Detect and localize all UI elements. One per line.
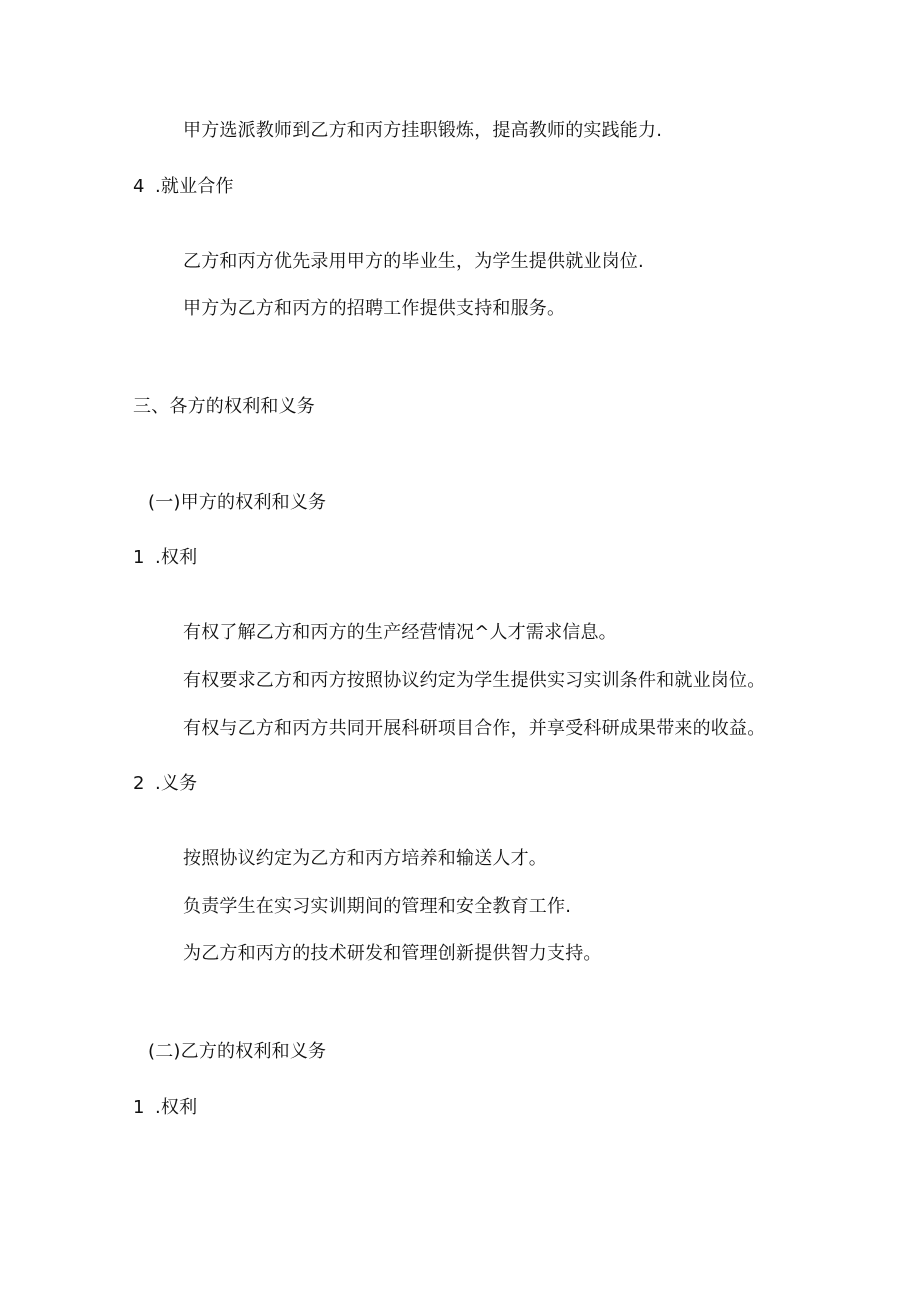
item-employment-cooperation: [133, 175, 234, 199]
item-label: .权利: [155, 547, 198, 568]
item-number: 1: [133, 1097, 145, 1118]
subsection-heading-party-b: (二)乙方的权利和义务: [148, 1041, 327, 1062]
item-number: 2: [133, 773, 145, 794]
item-rights-party-b: [133, 1096, 197, 1120]
item-label: .义务: [155, 773, 198, 794]
right-item: 有权了解乙方和丙方的生产经营情况^人才需求信息。: [183, 622, 617, 643]
section-heading-rights-duties: 三、各方的权利和义务: [133, 396, 315, 417]
item-duties-party-a: [133, 772, 197, 796]
subsection-heading-party-a: (一)甲方的权利和义务: [148, 492, 327, 513]
paragraph-teacher-practice: 甲方选派教师到乙方和丙方挂职锻炼，提高教师的实践能力.: [183, 120, 663, 141]
duty-item: 按照协议约定为乙方和丙方培养和输送人才。: [183, 848, 547, 869]
duty-item: 负责学生在实习实训期间的管理和安全教育工作.: [183, 896, 572, 917]
right-item: 有权要求乙方和丙方按照协议约定为学生提供实习实训条件和就业岗位。: [183, 670, 766, 691]
item-number: 4: [133, 176, 145, 197]
item-number: 1: [133, 547, 145, 568]
item-label: .就业合作: [155, 176, 234, 197]
item-rights-party-a: [133, 546, 197, 570]
duty-item: 为乙方和丙方的技术研发和管理创新提供智力支持。: [183, 943, 602, 964]
right-item: 有权与乙方和丙方共同开展科研项目合作，并享受科研成果带来的收益。: [183, 718, 766, 739]
paragraph-recruit-support: 甲方为乙方和丙方的招聘工作提供支持和服务。: [183, 298, 566, 319]
paragraph-employment-priority: 乙方和丙方优先录用甲方的毕业生，为学生提供就业岗位.: [183, 251, 644, 272]
item-label: .权利: [155, 1097, 198, 1118]
